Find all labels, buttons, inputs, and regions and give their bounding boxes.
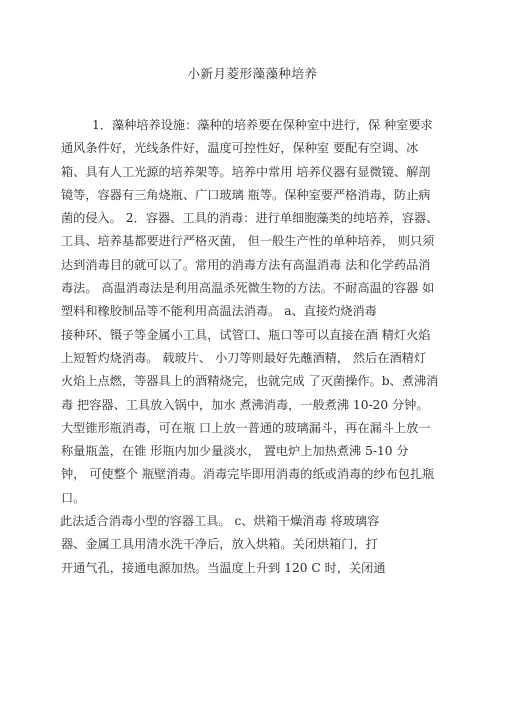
text-line: 称量瓶盖，在锥 形瓶内加少量淡水， 置电炉上加热煮沸 5-10 分 xyxy=(61,444,409,459)
page-title: 小新月菱形藻藻种培养 xyxy=(187,66,318,81)
text-line: 开通气孔，接通电源加热。当温度上升到 120 C 时，关闭通 xyxy=(61,560,386,575)
text-line: 1．藻种培养设施：藻种的培养要在保种室中进行，保 种室要求 xyxy=(92,118,433,132)
text-line: 菌的侵入。 2．容器、工具的消毒：进行单细胞藻类的纯培养，容器、 xyxy=(61,211,439,226)
text-line: 塑料和橡胶制品等不能利用高温法消毒。 a、直接灼烧消毒 xyxy=(61,304,377,319)
text-line: 大型锥形瓶消毒，可在瓶 口上放一普通的玻璃漏斗，再在漏斗上放一 xyxy=(61,420,431,435)
text-line: 器、金属工具用清水洗干净后，放入烘箱。关闭烘箱门，打 xyxy=(61,537,378,552)
text-line: 通风条件好，光线条件好，温度可控性好，保种室 要配有空调、冰 xyxy=(61,141,419,156)
text-line: 接种环、镊子等金属小工具，试管口、瓶口等可以直接在酒 精灯火焰 xyxy=(61,327,431,342)
text-line: 钟， 可使整个 瓶壁消毒。消毒完毕即用消毒的纸或消毒的纱布包扎瓶 xyxy=(61,467,435,482)
text-line: 此法适合消毒小型的容器工具。 c、烘箱干燥消毒 将玻璃容 xyxy=(60,514,380,529)
text-line: 毒法。 高温消毒法是利用高温杀死微生物的方法。不耐高温的容器 如 xyxy=(61,281,435,296)
text-line: 箱、具有人工光源的培养架等。培养中常用 培养仪器有显微镜、解剖 xyxy=(61,164,431,179)
text-line: 口。 xyxy=(61,490,86,505)
text-line: 火焰上点燃，等器具上的酒精烧完，也就完成 了灭菌操作。b、煮沸消 xyxy=(61,374,439,389)
text-line: 镜等，容器有三角烧瓶、广口玻璃 瓶等。保种室要严格消毒，防止病 xyxy=(61,187,431,202)
body-text xyxy=(61,114,461,580)
text-line: 达到消毒目的就可以了。常用的消毒方法有高温消毒 法和化学药品消 xyxy=(61,257,431,272)
text-line: 工具、培养基都要进行严格灭菌， 但一般生产性的单种培养， 则只须 xyxy=(61,234,435,249)
text-line: 上短暂灼烧消毒。 载玻片、 小刀等则最好先蘸酒精， 然后在酒精灯 xyxy=(61,350,427,365)
text-line: 毒 把容器、工具放入锅中，加水 煮沸消毒，一般煮沸 10-20 分钟。 xyxy=(61,397,429,412)
